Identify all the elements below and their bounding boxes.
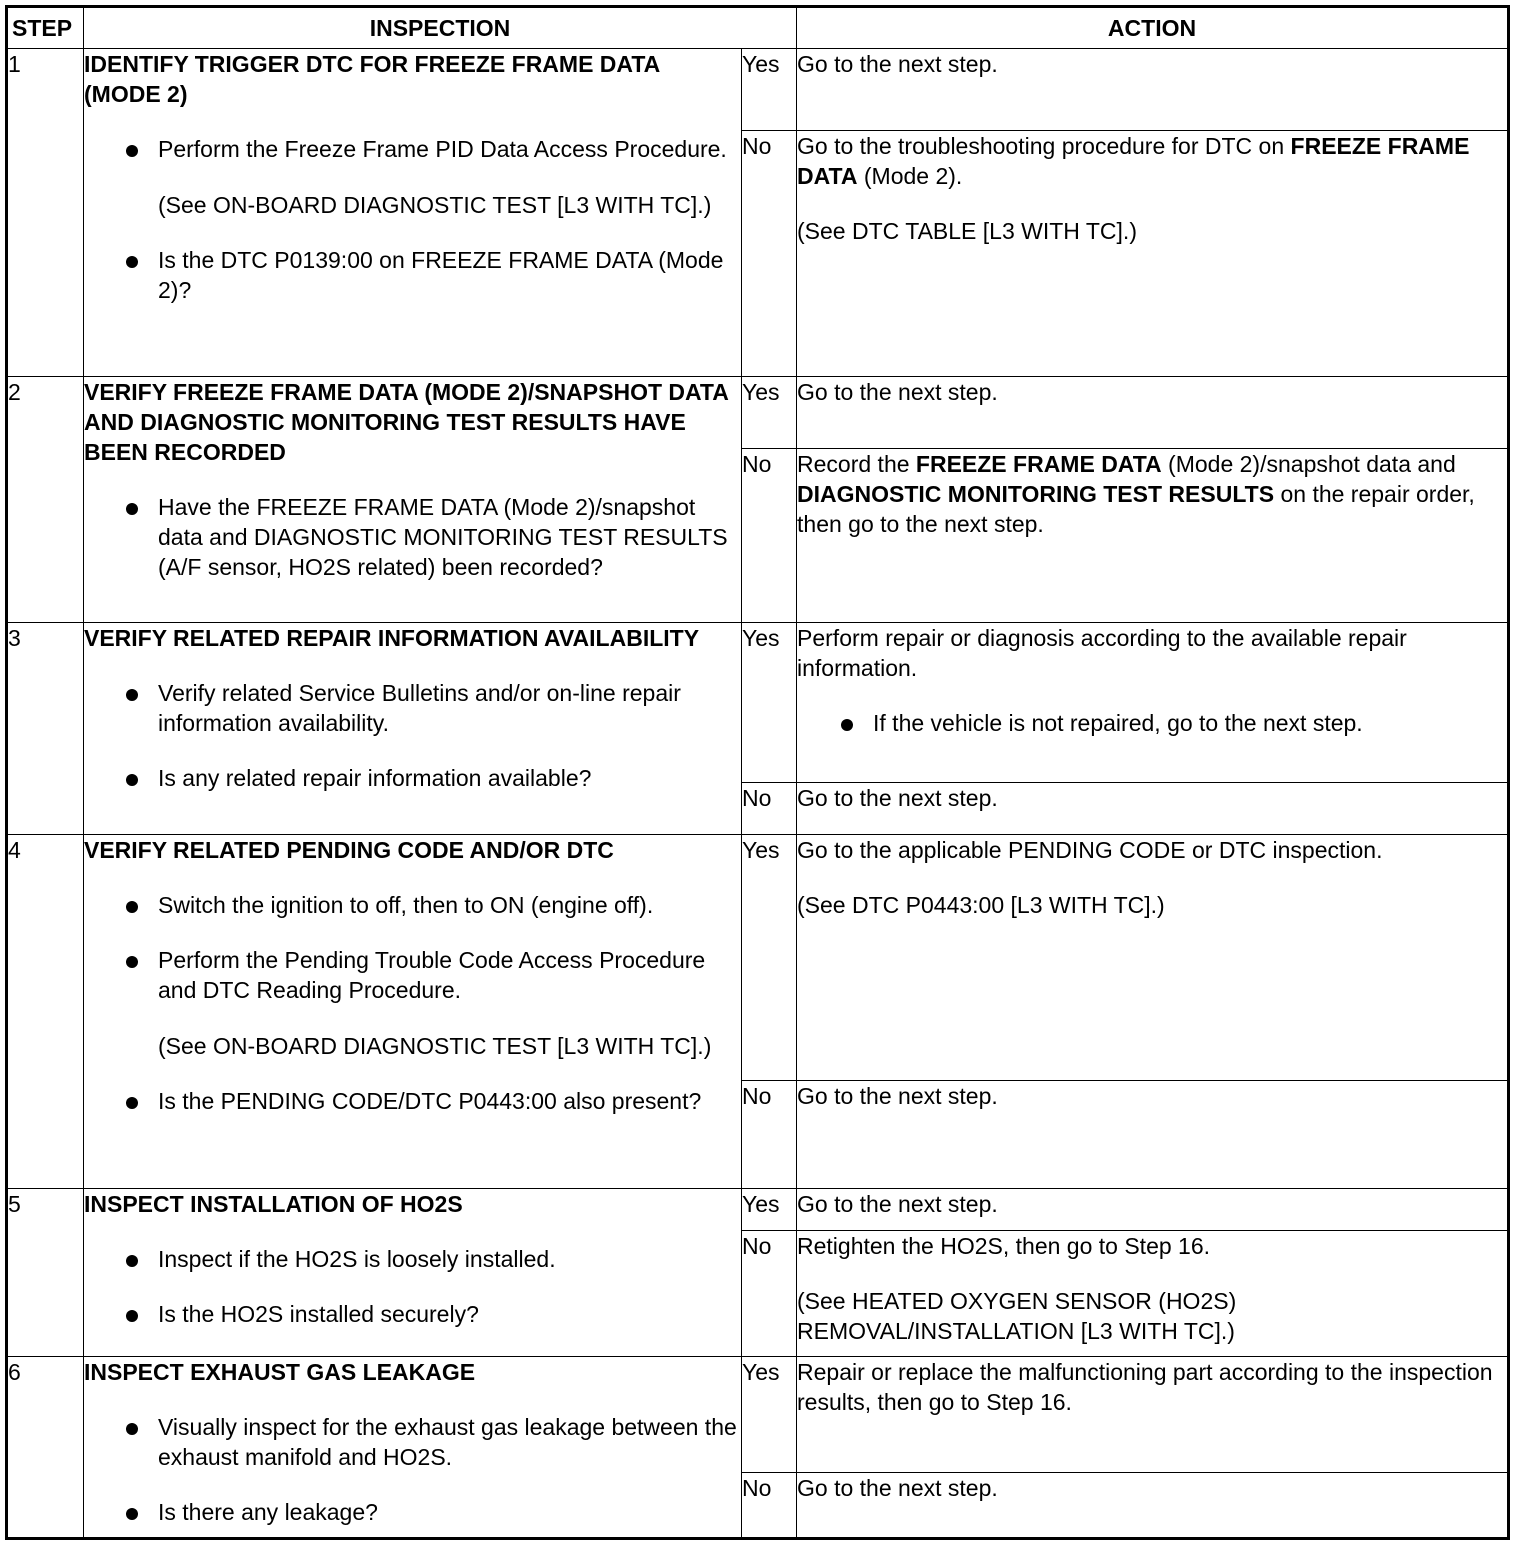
step-row [7,835,1509,1081]
action-bullet: If the vehicle is not repaired, go to the next step. [797,708,1507,738]
inspection-list [84,678,741,793]
inspection-cell [84,835,742,1189]
inspection-bullet [84,763,741,793]
inspection-column-header: INSPECTION [84,7,797,49]
inspection-list [84,890,741,1116]
inspection-cell [84,1357,742,1539]
yes-action-cell [797,623,1509,783]
inspection-bullet [84,890,741,920]
inspection-list [84,492,741,582]
step-row [7,377,1509,449]
no-label: No [742,449,797,623]
yes-label: Yes [742,1189,797,1231]
yes-label: Yes [742,377,797,449]
yes-action: Go to the applicable PENDING CODE or DTC inspection. [797,837,1383,863]
yes-label: Yes [742,623,797,783]
step-number: 3 [7,623,84,835]
bullet-text: Is there any leakage? [158,1499,378,1525]
bullet-text: Perform the Pending Trouble Code Access Procedure and DTC Reading Procedure. [158,947,706,1003]
no-action-cell [797,1231,1509,1357]
bullet-text: Perform the Freeze Frame PID Data Access Procedure. [158,136,727,162]
step-row [7,1357,1509,1473]
inspection-title: VERIFY FREEZE FRAME DATA (MODE 2)/SNAPSHOT DATA AND DIAGNOSTIC MONITORING TEST RESULTS HAVE BEEN RECORDED [84,379,729,465]
yes-action-cell [797,835,1509,1081]
no-action: Record the FREEZE FRAME DATA (Mode 2)/snapshot data and DIAGNOSTIC MONITORING TEST RESULTS on the repair order, then go to the next step. [797,449,1509,623]
step-number: 4 [7,835,84,1189]
inspection-cell [84,49,742,377]
reference-note: (See DTC TABLE [L3 WITH TC].) [797,218,1137,244]
step-number: 2 [7,377,84,623]
header-row [7,7,1509,49]
step-row [7,1189,1509,1231]
bullet-text: Is the HO2S installed securely? [158,1301,479,1327]
inspection-bullet [84,1412,741,1472]
no-action: Go to the troubleshooting procedure for DTC on FREEZE FRAME DATA (Mode 2). [797,133,1470,189]
no-action: Go to the next step. [797,783,1509,835]
step-number: 5 [7,1189,84,1357]
bullet-text: Have the FREEZE FRAME DATA (Mode 2)/snapshot data and DIAGNOSTIC MONITORING TEST RESULTS (A/F sensor, HO2S related) been recorded? [158,494,728,580]
no-action: Retighten the HO2S, then go to Step 16. [797,1233,1211,1259]
action-column-header: ACTION [797,7,1509,49]
inspection-bullet [84,678,741,738]
inspection-title: IDENTIFY TRIGGER DTC FOR FREEZE FRAME DATA (MODE 2) [84,51,660,107]
inspection-bullet [84,245,741,305]
inspection-list [84,134,741,305]
inspection-bullet [84,1299,741,1329]
inspection-bullet [84,1244,741,1274]
yes-label: Yes [742,835,797,1081]
inspection-bullet [84,1086,741,1116]
yes-label: Yes [742,1357,797,1473]
yes-action: Go to the next step. [797,1189,1509,1231]
inspection-bullet [84,1497,741,1527]
step-number: 6 [7,1357,84,1539]
inspection-bullet [84,492,741,582]
reference-note: (See DTC P0443:00 [L3 WITH TC].) [797,892,1165,918]
no-action: Go to the next step. [797,1081,1509,1189]
bullet-text: Switch the ignition to off, then to ON (engine off). [158,892,654,918]
bullet-text: Is the DTC P0139:00 on FREEZE FRAME DATA (Mode 2)? [158,247,724,303]
step-row [7,623,1509,783]
inspection-title: VERIFY RELATED REPAIR INFORMATION AVAILABILITY [84,625,700,651]
inspection-bullet [84,945,741,1061]
no-label: No [742,1081,797,1189]
no-action: Go to the next step. [797,1473,1509,1539]
no-action-cell [797,131,1509,377]
yes-action: Perform repair or diagnosis according to the available repair information. [797,625,1407,681]
inspection-title: VERIFY RELATED PENDING CODE AND/OR DTC [84,837,614,863]
inspection-bullet [84,134,741,220]
no-label: No [742,1231,797,1357]
step-number: 1 [7,49,84,377]
step-row [7,49,1509,131]
yes-action: Repair or replace the malfunctioning part according to the inspection results, then go to Step 16. [797,1357,1509,1473]
inspection-list [84,1412,741,1527]
bullet-text: Verify related Service Bulletins and/or on-line repair information availability. [158,680,681,736]
no-label: No [742,783,797,835]
yes-action: Go to the next step. [797,377,1509,449]
inspection-cell [84,1189,742,1357]
bullet-text: Visually inspect for the exhaust gas leakage between the exhaust manifold and HO2S. [158,1414,737,1470]
yes-action: Go to the next step. [797,49,1509,131]
reference-note: (See ON-BOARD DIAGNOSTIC TEST [L3 WITH TC].) [158,192,712,218]
inspection-title: INSPECT EXHAUST GAS LEAKAGE [84,1359,476,1385]
action-list [797,708,1507,738]
inspection-cell [84,623,742,835]
inspection-cell [84,377,742,623]
step-column-header: STEP [7,7,84,49]
inspection-title: INSPECT INSTALLATION OF HO2S [84,1191,463,1217]
bullet-text: Inspect if the HO2S is loosely installed. [158,1246,556,1272]
reference-note: (See HEATED OXYGEN SENSOR (HO2S) REMOVAL/INSTALLATION [L3 WITH TC].) [797,1288,1237,1344]
reference-note: (See ON-BOARD DIAGNOSTIC TEST [L3 WITH TC].) [158,1033,712,1059]
bullet-text: Is any related repair information available? [158,765,592,791]
bullet-text: Is the PENDING CODE/DTC P0443:00 also present? [158,1088,702,1114]
no-label: No [742,1473,797,1539]
inspection-list [84,1244,741,1329]
diagnostic-procedure-table [5,5,1510,1540]
no-label: No [742,131,797,377]
yes-label: Yes [742,49,797,131]
